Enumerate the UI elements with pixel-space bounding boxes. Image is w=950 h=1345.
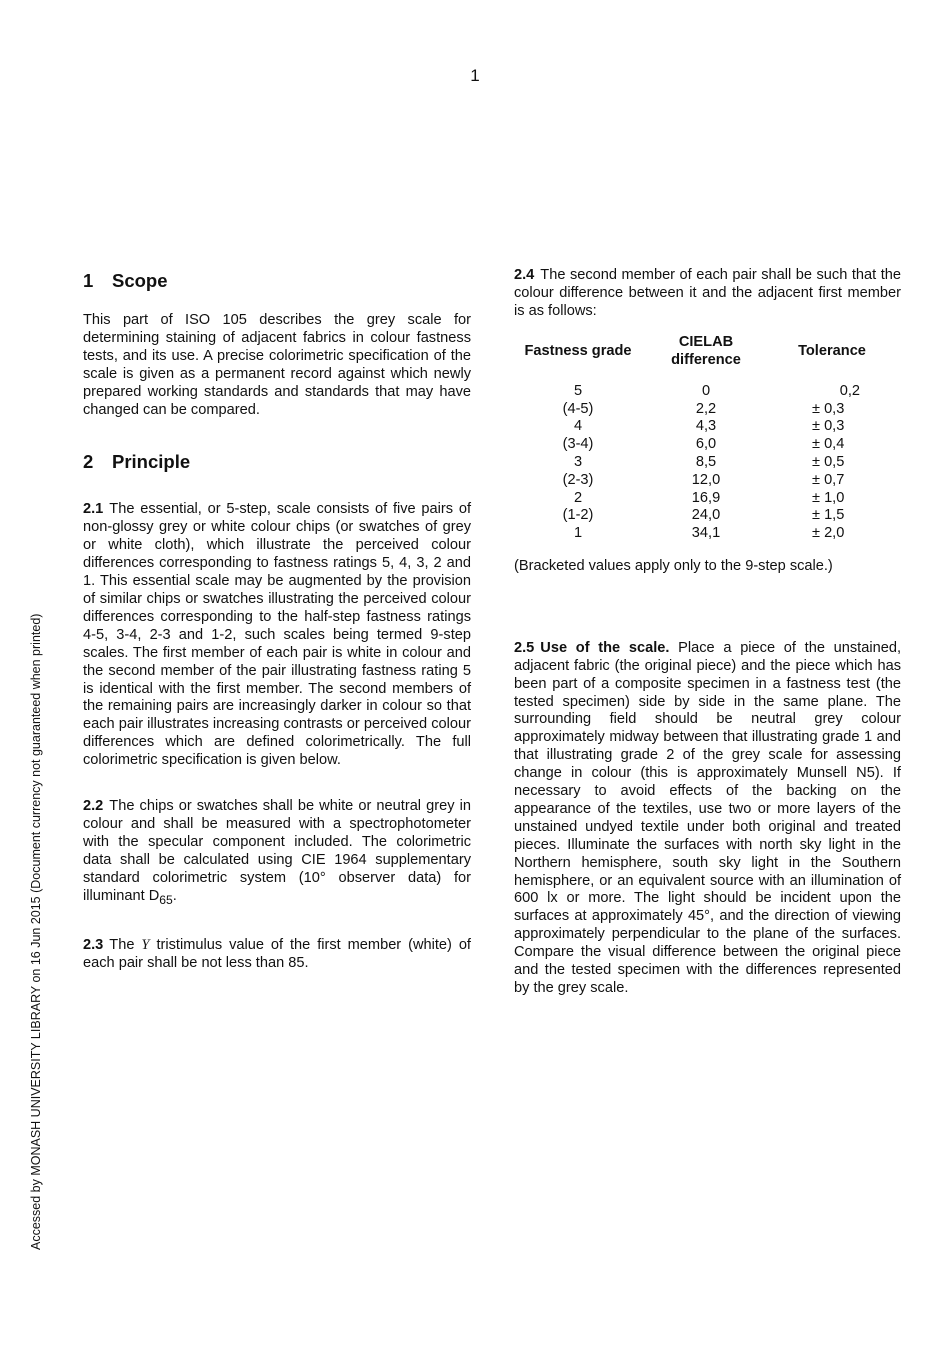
- clause-2-1-text: The essential, or 5-step, scale consists of five pairs of non-glossy grey or white colour chips (or swatches of grey or white cloth), which illustrate the perceived colour differences corresponding to fastness ratings 5, 4, 3, 2 and 1. This essential scale may be augmented by the provision of similar chips or swatches illustrating the perceived colour differences corresponding to the half-step fastness ratings 4-5, 3-4, 2-3 and 1-2, such scales being termed 9-step scales. The first member of each pair is white in colour and the second member of the pair illustrating fastness rating 5 is identical with the first member. The second members of the remaining pairs are increasingly darker in colour so that each pair illustrates increasing contrasts or perceived colour differences which are defined colorimetrically. The full colorimetric specification is given below.: [83, 501, 471, 769]
- fastness-grade: 4: [573, 418, 583, 435]
- fastness-grade: (1-2): [562, 507, 594, 524]
- tolerance: ± 0,3: [812, 418, 845, 435]
- tolerance: ± 0,4: [812, 436, 845, 453]
- tolerance: ± 0,3: [812, 400, 845, 417]
- fastness-grade: 2: [573, 489, 583, 506]
- cielab-difference: 2,2: [695, 400, 717, 417]
- y-symbol: Y: [141, 937, 150, 954]
- fastness-grade: (3-4): [562, 436, 594, 453]
- illuminant-subscript: 65: [159, 892, 173, 907]
- clause-2-2-end: .: [172, 887, 177, 904]
- side-note: Accessed by MONASH UNIVERSITY LIBRARY on 16 Jun 2015 (Document currency not guaranteed when printed): [29, 613, 43, 1250]
- table-row: [514, 454, 894, 472]
- principle-title: Principle: [112, 451, 191, 473]
- clause-2-2-number: 2.2: [83, 798, 104, 815]
- principle-number: 2: [83, 451, 94, 473]
- cielab-difference: 16,9: [691, 489, 721, 506]
- table-note: (Bracketed values apply only to the 9-step scale.): [514, 557, 833, 574]
- header-fastness-grade: Fastness grade: [524, 342, 632, 359]
- scope-text: This part of ISO 105 describes the grey scale for determining staining of adjacent fabrics in colour fastness tests, and its use. A precise colorimetric specification of the scale is given as a permanent record against which newly prepared working standards and standards that may have changed can be compared.: [83, 312, 471, 418]
- fastness-grade: 5: [573, 382, 583, 399]
- clause-2-3-number: 2.3: [83, 937, 104, 954]
- clause-2-4-number: 2.4: [514, 267, 535, 283]
- clause-2-3: [83, 937, 471, 973]
- tolerance: ± 0,5: [812, 453, 845, 470]
- tolerance: 0,2: [839, 382, 860, 399]
- cielab-difference: 24,0: [691, 507, 721, 524]
- cielab-difference: 8,5: [695, 453, 717, 470]
- cielab-difference: 0: [701, 382, 711, 399]
- tolerance: ± 0,7: [812, 471, 845, 488]
- table-row: [514, 436, 894, 454]
- clause-2-2: [83, 798, 471, 909]
- table-row: [514, 401, 894, 419]
- clause-2-3-pre: The: [109, 937, 135, 954]
- left-column: [83, 270, 471, 973]
- clause-2-4-text: The second member of each pair shall be such that the colour difference between it and the adjacent first member is as follows:: [514, 267, 901, 319]
- header-cielab-difference: CIELAB difference: [671, 333, 741, 368]
- cielab-difference: 4,3: [695, 418, 717, 435]
- cielab-difference: 6,0: [695, 436, 717, 453]
- scope-number: 1: [83, 270, 94, 291]
- page-number: 1: [470, 66, 480, 85]
- clause-2-2-text: The chips or swatches shall be white or neutral grey in colour and shall be measured with a spectrophotometer with the specular component included. The colorimetric data shall be calculated using CIE 1964 supplementary standard colorimetric system (10° observer data) for illuminant D: [83, 798, 471, 904]
- clause-2-3-text: tristimulus value of the first member (white) of each pair shall be not less than 85.: [83, 937, 471, 972]
- clause-2-1: [83, 501, 471, 770]
- cielab-difference: 34,1: [691, 525, 721, 542]
- clause-2-5: [514, 640, 901, 998]
- table-row: [514, 383, 894, 401]
- tolerance: ± 1,0: [812, 489, 845, 506]
- table-header-row: [514, 333, 894, 383]
- fastness-grade: 3: [573, 453, 583, 470]
- table-row: [514, 418, 894, 436]
- table-row: [514, 525, 894, 543]
- scope-title: Scope: [112, 270, 168, 291]
- right-column: [514, 267, 901, 998]
- fastness-grade: (2-3): [562, 471, 594, 488]
- tolerance: ± 1,5: [812, 507, 845, 524]
- fastness-grade: 1: [573, 525, 583, 542]
- clause-2-1-number: 2.1: [83, 501, 104, 518]
- clause-2-5-title: Use of the scale.: [540, 639, 670, 656]
- fastness-grade: (4-5): [562, 400, 594, 417]
- table-row: [514, 507, 894, 525]
- scope-heading: [83, 270, 471, 292]
- clause-2-5-text: Place a piece of the unstained, adjacent fabric (the original piece) and the piece which has been part of a composite specimen in a fastness test (the tested specimen) side by side in the same plane. The surrounding field should be neutral grey colour approximately midway between that illustrating grade 1 and that illustrating grade 2 of the grey scale for assessing change in colour (this is approximately Munsell N5). If necessary to avoid effects of the backing on the appearance of the textiles, use two or more layers of the unstained undyed textile under both original and treated pieces. Illuminate the surfaces with north sky light in the Northern hemisphere, south sky light in the Southern hemisphere, or an equivalent source with an illumination of 600 lx or more. The light should be incident upon the surfaces at approximately 45°, and the direction of viewing approximately perpendicular to the plane of the surfaces. Compare the visual difference between the original piece and the tested specimen with the differences represented by the grey scale.: [514, 639, 901, 997]
- clause-2-5-number: 2.5: [514, 639, 535, 656]
- table-row: [514, 472, 894, 490]
- header-tolerance: Tolerance: [798, 342, 866, 359]
- tolerance: ± 2,0: [812, 525, 845, 542]
- table-row: [514, 490, 894, 508]
- principle-heading: [83, 451, 471, 473]
- clause-2-4: [514, 267, 901, 321]
- grey-scale-table: [514, 333, 894, 543]
- cielab-difference: 12,0: [691, 471, 721, 488]
